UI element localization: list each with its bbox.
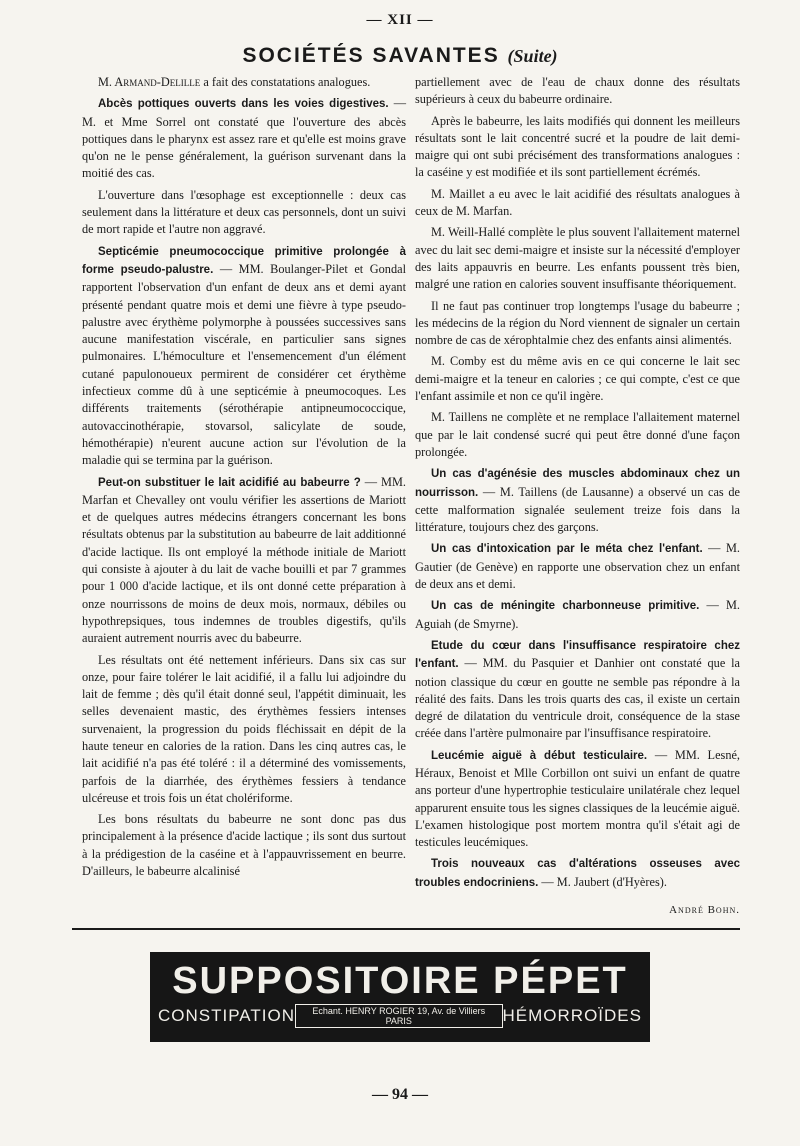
paragraph-text: Après le babeurre, les laits modifiés qui donnent les meilleurs résultats sont le lait concentré sucré et la poudre de lait demi-maigre qui ont subi précisément des transformations analogues : la caséine y est modifiée et ils sont partiellement écrémés. — [415, 113, 740, 180]
page-number: — 94 — — [372, 1086, 428, 1103]
paragraph-text: — MM. Marfan et Chevalley ont voulu vérifier les assertions de Mariott et de quelques autres médecins étrangers concernant les bons résultats obtenus par la substitution au babeurre de lait additionné d'acide lactique. Ils ont employé la méthode initiale de Mariott qui consiste à ajouter à du lait de vache bouilli et par 7 grammes pour 1 000 d'acide lactique, et ils ont donné cette préparation à onze nourrissons de moins de deux mois, normaux, débiles ou hypothrepsiques, tous indemnes de troubles digestifs, qu'ils auraient autrement nourris avec du babeurre. — [82, 474, 406, 646]
paragraph-title: Un cas de méningite charbonneuse primitive. — [431, 600, 700, 613]
paragraph-text: — M. Taillens (de Lausanne) a observé un cas de cette malformation signalée seulement treize fois dans la littérature, toujours chez des garçons. — [415, 484, 740, 535]
ad-title: SUPPOSITOIRE PÉPET — [172, 960, 628, 1002]
paragraph-text: — M. Aguiah (de Smyrne). — [415, 598, 740, 631]
paragraph-text: — MM. Boulanger-Pilet et Gondal rapportent l'observation d'un enfant de deux ans et demi ayant présenté pendant quatre mois et demi une fièvre à type pseudo-palustre avec érythème polymorphe à poussées successives sans aucune manifestation viscérale, en particulier sans signes pulmonaires. L'hémoculture et l'ensemencement d'un élément cutané papulonoueux permirent de considérer cet érythème infectieux comme dû à une septicémie à pneumocoques. Les différents traitements (sérothérapie antipneumococcique, autovaccinothérapie, stovarsol, salicylate de soude, hémothérapie) n'eurent aucune action sur l'évolution de la maladie qui se termina par la guérison. — [82, 261, 406, 468]
paragraph-text: — MM. du Pasquier et Danhier ont constaté que la notion classique du cœur en goutte ne semble pas répondre à la réalité des faits. Dans les trois quarts des cas, il existe un certain degré de dilatation du ventricule droit, conséquence de la stase créée dans l'artère pulmonaire par l'insuffisance respiratoire. — [415, 656, 740, 741]
paragraph-text: — M. Jaubert (d'Hyères). — [538, 874, 667, 889]
paragraph-text: partiellement avec de l'eau de chaux donne des résultats supérieurs à ceux du babeurre ordinaire. — [415, 75, 740, 107]
ad-right-text: HÉMORROÏDES — [502, 1006, 642, 1025]
author-name: M. Armand-Delille — [98, 75, 201, 89]
paragraph — [415, 747, 740, 852]
paragraph-title: Peut-on substituer le lait acidifié au babeurre ? — [98, 476, 361, 489]
paragraph — [415, 186, 740, 221]
paragraph — [82, 74, 406, 91]
paragraph — [415, 597, 740, 633]
paragraph-text: — M. Gautier (de Genève) en rapporte une observation chez un enfant de deux ans et demi. — [415, 541, 740, 592]
paragraph — [415, 637, 740, 743]
section-suite: (Suite) — [507, 46, 558, 66]
page-roman-number: — XII — — [366, 12, 434, 28]
paragraph-text: Les résultats ont été nettement inférieurs. Dans six cas sur onze, pour faire tolérer le lait acidifié, il a fallu lui adjoindre du lait de femme ; dès qu'il était donné seul, l'appétit diminuait, les selles devenaient mastic, des érythèmes fessiers intenses survenaient, la progression du poids fléchissait en dépit de la haute teneur en calories de la ration. Dans les cinq autres cas, le lait acidifié n'a pas été toléré : il a déterminé des vomissements, parfois de la diarrhée, des érythèmes fessiers à tendance ulcéreuse et trois fois un état cholériforme. — [82, 652, 406, 805]
paragraph — [82, 811, 406, 880]
paragraph-title: Un cas d'intoxication par le méta chez l'enfant. — [431, 543, 703, 556]
right-column — [415, 74, 740, 923]
paragraph-text: M. Comby est du même avis en ce qui concerne le lait sec demi-maigre et la teneur en calories ; ce qui compte, c'est ce que l'enfant assimile et non ce qu'il ingère. — [415, 354, 740, 404]
paragraph-text: — M. et Mme Sorrel ont constaté que l'ouverture des abcès pottiques dans le pharynx est assez rare et qu'elle est moins grave qu'on ne le pense généralement, la guérison survenant dans la moitié des cas. — [82, 96, 406, 181]
paragraph — [415, 465, 740, 536]
paragraph — [82, 243, 406, 470]
left-column — [82, 74, 406, 884]
paragraph-text: Il ne faut pas continuer trop longtemps l'usage du babeurre ; les médecins de la région du Nord viennent de signaler un certain nombre de cas de xérophtalmie chez des enfants ainsi alimentés. — [415, 298, 740, 348]
paragraph-text: a fait des constatations analogues. — [200, 75, 371, 89]
ad-left-text: CONSTIPATION — [158, 1006, 295, 1025]
paragraph-title: Septicémie pneumococcique primitive prolongée à forme pseudo-palustre. — [82, 245, 406, 276]
paragraph-text: Les bons résultats du babeurre ne sont donc pas dus principalement à la présence d'acide lactique ; ils sont dus surtout à la prédigestion de la caséine et à l'appauvrissement en beurre. D'ailleurs, le babeurre alcalinisé — [82, 812, 406, 879]
paragraph — [415, 113, 740, 182]
ad-address: Echant. HENRY ROGIER 19, Av. de Villiers PARIS — [295, 1004, 503, 1028]
paragraph — [415, 74, 740, 109]
paragraph — [415, 298, 740, 350]
paragraph-text: M. Maillet a eu avec le lait acidifié des résultats analogues à ceux de M. Marfan. — [415, 186, 740, 219]
paragraph — [415, 409, 740, 461]
paragraph — [82, 474, 406, 648]
paragraph — [415, 540, 740, 593]
signature: André Bohn. — [669, 904, 740, 917]
paragraph-title: Abcès pottiques ouverts dans les voies digestives. — [98, 98, 389, 111]
divider-rule — [72, 928, 740, 930]
paragraph — [82, 187, 406, 239]
section-title: SOCIÉTÉS SAVANTES — [242, 44, 500, 67]
advertisement-banner — [150, 952, 650, 1042]
paragraph-title: Leucémie aiguë à début testiculaire. — [431, 749, 648, 762]
paragraph-title: Etude du cœur dans l'insuffisance respiratoire chez l'enfant. — [415, 639, 740, 671]
paragraph — [82, 652, 406, 808]
section-heading — [0, 44, 800, 68]
paragraph — [415, 224, 740, 293]
paragraph-text: M. Weill-Hallé complète le plus souvent l'allaitement maternel avec du lait sec demi-maigre et insiste sur la nécessité d'employer des laits appauvris en beurre. Les enfants poussent très bien, malgré une ration en calories souvent insuffisante théoriquement. — [415, 225, 740, 292]
paragraph — [415, 855, 740, 892]
paragraph — [415, 353, 740, 405]
paragraph-text: L'ouverture dans l'œsophage est exceptionnelle : deux cas seulement dans la littérature et deux cas personnels, dont un suivi de mort rapide et l'autre non aggravé. — [82, 187, 406, 237]
paragraph-title: Trois nouveaux cas d'altérations osseuses avec troubles endocriniens. — [415, 858, 740, 889]
paragraph — [82, 95, 406, 182]
paragraph-text: — MM. Lesné, Héraux, Benoist et Mlle Corbillon ont suivi un enfant de quatre ans porteur d'une hypertrophie testiculaire unilatérale chez lequel apparurent ensuite tous les signes classiques de la leucémie aiguë. L'examen histologique post mortem montra qu'il s'était agi de testicules leucémiques. — [415, 747, 740, 850]
paragraph-title: Un cas d'agénésie des muscles abdominaux chez un nourrisson. — [415, 468, 740, 499]
paragraph-text: M. Taillens ne complète et ne remplace l'allaitement maternel que par le lait condensé sucré qui peut être donné d'une façon prolongée. — [415, 410, 740, 459]
